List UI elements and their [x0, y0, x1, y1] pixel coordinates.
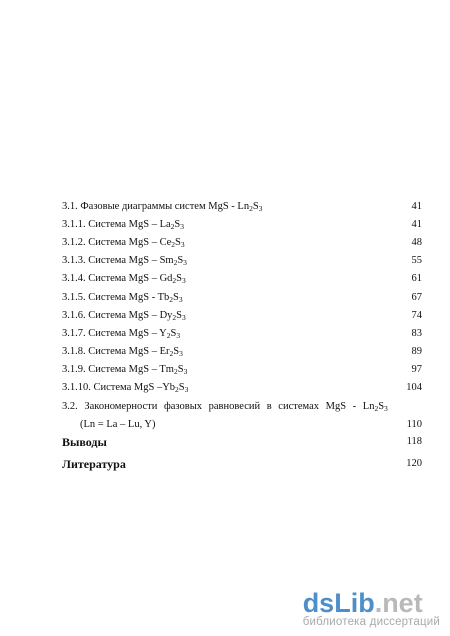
toc-entry-page: 74: [411, 310, 422, 321]
toc-entry-page: 83: [411, 328, 422, 339]
toc-entry-title: Литература: [62, 457, 126, 471]
toc-entry-page: 89: [411, 346, 422, 357]
toc-entry-page: 48: [411, 237, 422, 248]
toc-entry-page: 120: [406, 458, 422, 469]
toc-entry-page: 67: [411, 292, 422, 303]
toc-entry-title: 3.1.7. Система MgS – $Y_2S_3$: [62, 328, 181, 340]
toc-entry-page: 97: [411, 364, 422, 375]
toc-entry-title: 3.1.1. Система MgS – $La_2S_3$: [62, 219, 184, 231]
toc-entry-title: 3.1. Фазовые диаграммы систем MgS - $Ln_2S_3$: [62, 201, 263, 213]
toc-entry-page: 110: [406, 419, 422, 430]
toc-entry-title: Выводы: [62, 435, 107, 449]
toc-entry-page: 41: [411, 219, 422, 230]
toc-entry-title: 3.1.4. Система MgS – $Gd_2S_3$: [62, 273, 186, 285]
watermark: [303, 590, 440, 628]
toc-entry-title: 3.1.8. Система MgS – $Er_2S_3$: [62, 346, 183, 358]
toc-entry-page: 61: [411, 273, 422, 284]
toc-entry-page: 41: [411, 201, 422, 212]
toc-entry-title: 3.1.9. Система MgS – $Tm_2S_3$: [62, 364, 188, 376]
toc-entry-page: 104: [406, 382, 422, 393]
toc-entry-page: 118: [406, 436, 422, 447]
toc-entry-title: 3.1.10. Система MgS $-Yb_2S_3$: [62, 382, 189, 394]
toc-entry-title: 3.2. Закономерности фазовых равновесий в системах MgS - $Ln_2S_3$: [62, 401, 388, 413]
toc-entry-page: 55: [411, 255, 422, 266]
toc-entry-title: 3.1.5. Система MgS - $Tb_2S_3$: [62, 292, 183, 304]
watermark-logo: dsLib.net: [302, 588, 423, 618]
toc-entry-title: 3.1.6. Система MgS – $Dy_2S_3$: [62, 310, 186, 322]
watermark-subtitle: библиотека диссертаций: [302, 616, 440, 628]
toc-entry-title: 3.1.2. Система MgS – $Ce_2S_3$: [62, 237, 185, 249]
toc-entry-title: 3.1.3. Система MgS – $Sm_2S_3$: [62, 255, 187, 267]
toc-entry-title-continued: (Ln = La – Lu, Y): [80, 419, 156, 430]
